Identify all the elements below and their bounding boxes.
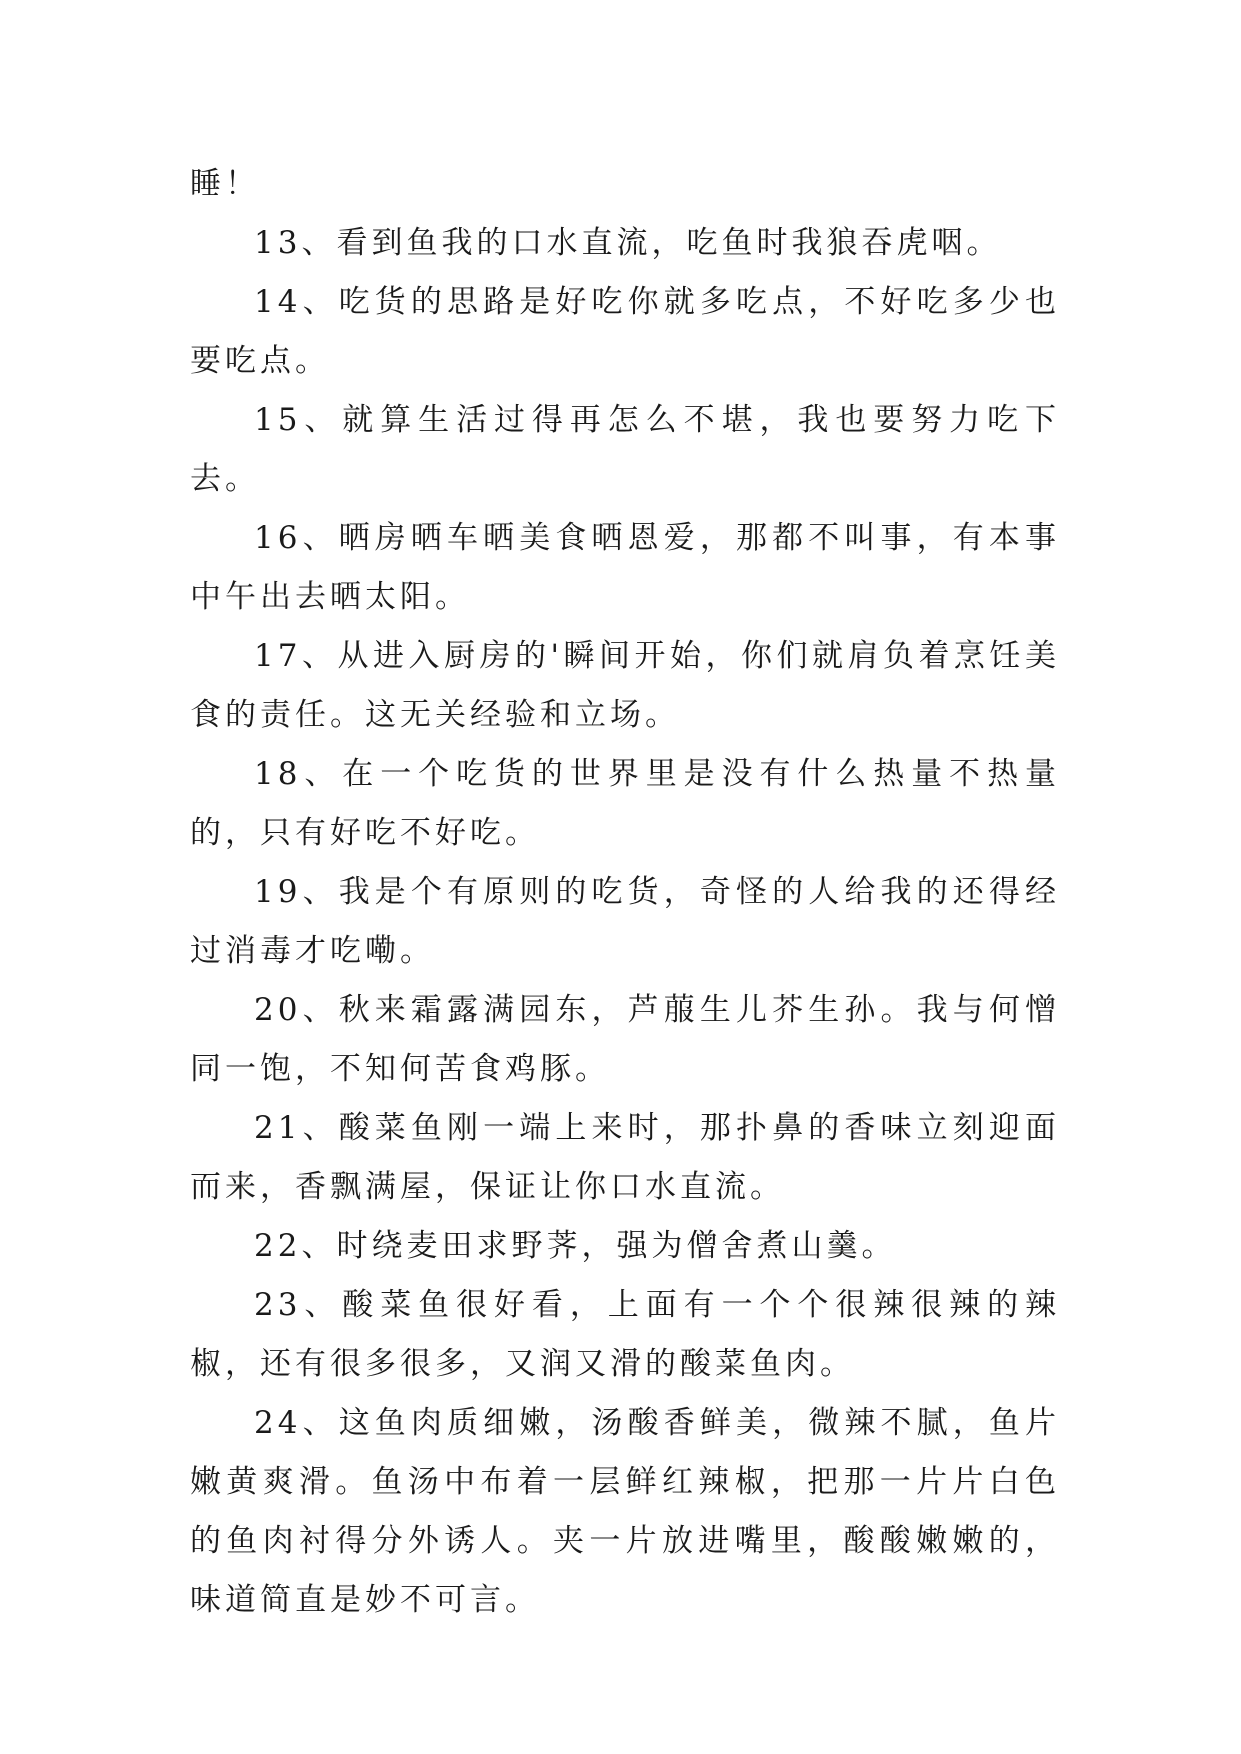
paragraph-17: 17、从进入厨房的'瞬间开始，你们就肩负着烹饪美食的责任。这无关经验和立场。 xyxy=(190,638,1060,733)
paragraph-continuation: 睡！ xyxy=(190,166,260,202)
paragraph-18: 18、在一个吃货的世界里是没有什么热量不热量的，只有好吃不好吃。 xyxy=(190,756,1060,851)
paragraph-16: 16、晒房晒车晒美食晒恩爱，那都不叫事，有本事中午出去晒太阳。 xyxy=(190,520,1060,615)
paragraph-13: 13、看到鱼我的口水直流，吃鱼时我狼吞虎咽。 xyxy=(254,225,1002,261)
paragraph-24: 24、这鱼肉质细嫩，汤酸香鲜美，微辣不腻，鱼片嫩黄爽滑。鱼汤中布着一层鲜红辣椒，把那一片片白色的鱼肉衬得分外诱人。夹一片放进嘴里，酸酸嫩嫩的，味道简直是妙不可言。 xyxy=(190,1405,1060,1618)
paragraph-22: 22、时绕麦田求野荠，强为僧舍煮山羹。 xyxy=(254,1228,897,1264)
paragraph-21: 21、酸菜鱼刚一端上来时，那扑鼻的香味立刻迎面而来，香飘满屋，保证让你口水直流。 xyxy=(190,1110,1060,1205)
paragraph-14: 14、吃货的思路是好吃你就多吃点，不好吃多少也要吃点。 xyxy=(190,284,1060,379)
document-body xyxy=(190,155,1060,1630)
paragraph-23: 23、酸菜鱼很好看，上面有一个个很辣很辣的辣椒，还有很多很多，又润又滑的酸菜鱼肉。 xyxy=(190,1287,1060,1382)
paragraph-15: 15、就算生活过得再怎么不堪，我也要努力吃下去。 xyxy=(190,402,1060,497)
paragraph-19: 19、我是个有原则的吃货，奇怪的人给我的还得经过消毒才吃嘞。 xyxy=(190,874,1060,969)
paragraph-20: 20、秋来霜露满园东，芦菔生儿芥生孙。我与何憎同一饱，不知何苦食鸡豚。 xyxy=(190,992,1060,1087)
